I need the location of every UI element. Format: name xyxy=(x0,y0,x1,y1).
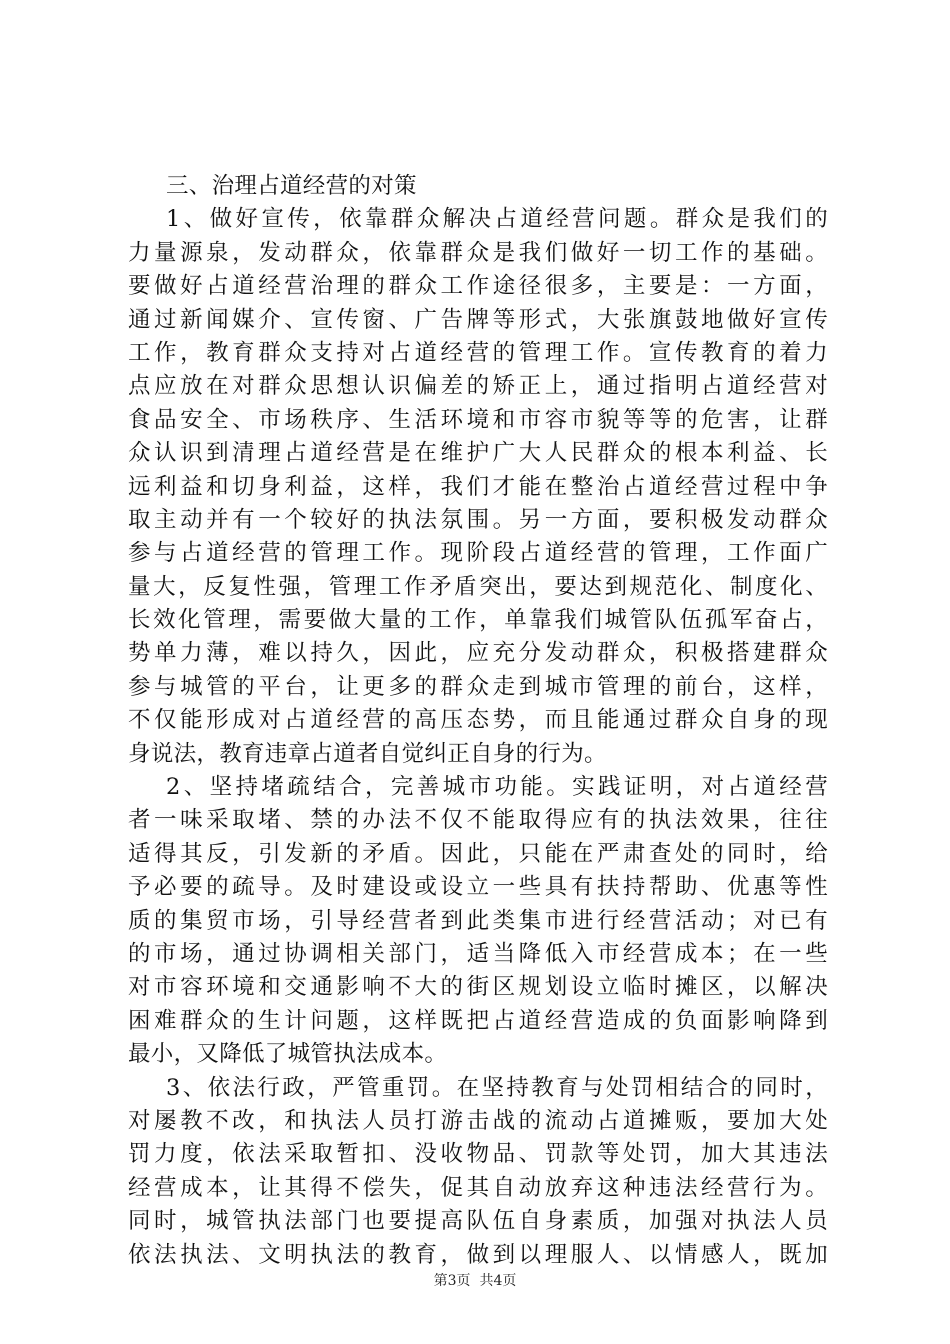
text-line: 予必要的疏导。及时建设或设立一些具有扶持帮助、优惠等性 xyxy=(128,874,828,901)
text-line: 食品安全、市场秩序、生活环境和市容市貌等等的危害，让群 xyxy=(128,406,828,433)
text-line: 适得其反，引发新的矛盾。因此，只能在严肃查处的同时，给 xyxy=(128,840,828,867)
text-line: 三、治理占道经营的对策 xyxy=(166,173,417,199)
text-line: 参与城管的平台，让更多的群众走到城市管理的前台，这样， xyxy=(128,673,828,700)
text-line: 的市场，通过协调相关部门，适当降低入市经营成本；在一些 xyxy=(128,940,828,967)
text-line: 不仅能形成对占道经营的高压态势，而且能通过群众自身的现 xyxy=(128,707,828,734)
text-line: 对屡教不改，和执法人员打游击战的流动占道摊贩，要加大处 xyxy=(128,1107,828,1134)
text-line: 依法执法、文明执法的教育，做到以理服人、以情感人，既加 xyxy=(128,1241,828,1268)
text-line: 通过新闻媒介、宣传窗、广告牌等形式，大张旗鼓地做好宣传 xyxy=(128,306,828,333)
text-line: 罚力度，依法采取暂扣、没收物品、罚款等处罚，加大其违法 xyxy=(128,1141,828,1168)
text-line: 1、做好宣传，依靠群众解决占道经营问题。群众是我们的 xyxy=(166,206,828,233)
page-footer: 第3页 共4页 xyxy=(433,1273,517,1289)
text-line: 取主动并有一个较好的执法氛围。另一方面，要积极发动群众 xyxy=(128,506,828,533)
text-line: 者一味采取堵、禁的办法不仅不能取得应有的执法效果，往往 xyxy=(128,807,828,834)
text-line: 工作，教育群众支持对占道经营的管理工作。宣传教育的着力 xyxy=(128,339,828,366)
text-line: 经营成本，让其得不偿失，促其自动放弃这种违法经营行为。 xyxy=(128,1174,828,1201)
text-line: 长效化管理，需要做大量的工作，单靠我们城管队伍孤军奋占， xyxy=(128,607,828,634)
text-line: 2、坚持堵疏结合，完善城市功能。实践证明，对占道经营 xyxy=(166,774,828,801)
text-line: 要做好占道经营治理的群众工作途径很多，主要是：一方面， xyxy=(128,273,828,300)
text-line: 最小，又降低了城管执法成本。 xyxy=(128,1041,448,1068)
text-line: 远利益和切身利益，这样，我们才能在整治占道经营过程中争 xyxy=(128,473,828,500)
document-body xyxy=(128,170,828,1272)
text-line: 同时，城管执法部门也要提高队伍自身素质，加强对执法人员 xyxy=(128,1208,828,1235)
text-line: 身说法，教育违章占道者自觉纠正自身的行为。 xyxy=(128,740,607,767)
text-line: 众认识到清理占道经营是在维护广大人民群众的根本利益、长 xyxy=(128,440,828,467)
text-line: 力量源泉，发动群众，依靠群众是我们做好一切工作的基础。 xyxy=(128,239,828,266)
text-line: 质的集贸市场，引导经营者到此类集市进行经营活动；对已有 xyxy=(128,907,828,934)
text-line: 势单力薄，难以持久，因此，应充分发动群众，积极搭建群众 xyxy=(128,640,828,667)
text-line: 对市容环境和交通影响不大的街区规划设立临时摊区，以解决 xyxy=(128,974,828,1001)
text-line: 3、依法行政，严管重罚。在坚持教育与处罚相结合的同时， xyxy=(166,1074,828,1101)
text-line: 参与占道经营的管理工作。现阶段占道经营的管理，工作面广 xyxy=(128,540,828,567)
text-line: 量大，反复性强，管理工作矛盾突出，要达到规范化、制度化、 xyxy=(128,573,828,600)
text-line: 点应放在对群众思想认识偏差的矫正上，通过指明占道经营对 xyxy=(128,373,828,400)
text-line: 困难群众的生计问题，这样既把占道经营造成的负面影响降到 xyxy=(128,1007,828,1034)
